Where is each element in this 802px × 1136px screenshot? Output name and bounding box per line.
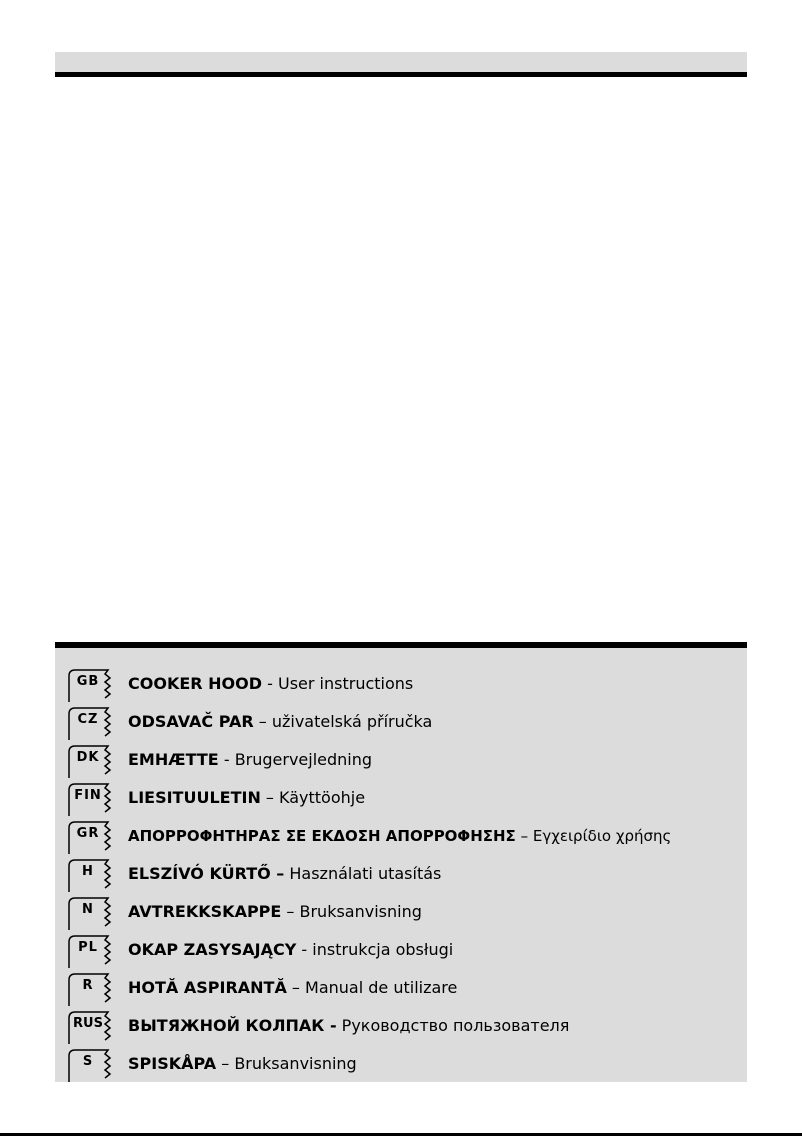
language-description: Manual de utilizare xyxy=(305,978,458,997)
language-code: H xyxy=(82,864,94,879)
language-description: Használati utasítás xyxy=(289,864,442,883)
language-code: S xyxy=(82,1054,94,1069)
language-tab-icon xyxy=(67,782,117,816)
language-description: User instructions xyxy=(278,674,414,693)
language-description: instrukcja obsługi xyxy=(312,940,454,959)
language-item xyxy=(67,1048,747,1082)
language-code: GB xyxy=(76,674,100,689)
language-code: CZ xyxy=(77,712,99,727)
language-tab-icon xyxy=(67,1048,117,1082)
language-title: SPISKÅPA xyxy=(128,1054,217,1073)
language-entry xyxy=(128,978,457,998)
language-separator: – xyxy=(260,788,280,807)
language-entry xyxy=(128,750,372,770)
language-entry xyxy=(128,940,453,960)
language-title: EMHÆTTE xyxy=(128,750,219,769)
language-item xyxy=(67,668,747,702)
language-title: ВЫТЯЖНОЙ КОЛПАК - xyxy=(128,1016,337,1035)
language-tab-icon xyxy=(67,934,117,968)
language-description: Brugervejledning xyxy=(234,750,373,769)
language-tab-icon xyxy=(67,668,117,702)
language-tab-icon xyxy=(67,820,117,854)
language-separator: – xyxy=(253,712,272,731)
language-entry xyxy=(128,788,365,808)
language-code: RUS xyxy=(73,1016,103,1031)
language-separator: – xyxy=(286,978,306,997)
language-separator: – xyxy=(281,902,300,921)
language-item xyxy=(67,858,747,892)
language-separator: – xyxy=(216,1054,235,1073)
language-title: ELSZÍVÓ KÜRTŐ – xyxy=(128,864,285,883)
language-entry xyxy=(128,864,441,884)
language-item xyxy=(67,1010,747,1044)
language-list xyxy=(55,642,747,1082)
language-description: Εγχειρίδιο χρήσης xyxy=(532,827,672,845)
language-description: uživatelská příručka xyxy=(271,712,433,731)
language-title: ΑΠΟΡΡΟΦΗΤΗΡΑΣ ΣΕ ΕΚΔΟΣΗ ΑΠΟΡΡΟΦΗΣΗΣ xyxy=(128,827,516,845)
language-title: LIESITUULETIN xyxy=(128,788,261,807)
language-item xyxy=(67,782,747,816)
language-code: FIN xyxy=(74,788,102,803)
language-item xyxy=(67,972,747,1006)
language-entry xyxy=(128,712,432,732)
language-entry xyxy=(128,902,422,922)
language-description: Bruksanvisning xyxy=(299,902,422,921)
language-code: N xyxy=(82,902,94,917)
language-tab-icon xyxy=(67,858,117,892)
language-tab-icon xyxy=(67,896,117,930)
language-item xyxy=(67,896,747,930)
language-tab-icon xyxy=(67,706,117,740)
language-title: AVTREKKSKAPPE xyxy=(128,902,282,921)
language-separator: – xyxy=(515,827,533,845)
language-description: Руководство пользователя xyxy=(341,1016,570,1035)
language-code: GR xyxy=(76,826,100,841)
language-item xyxy=(67,706,747,740)
language-tab-icon xyxy=(67,744,117,778)
language-title: COOKER HOOD xyxy=(128,674,263,693)
language-title: OKAP ZASYSAJĄCY xyxy=(128,940,297,959)
language-title: ODSAVAČ PAR xyxy=(128,712,254,731)
header-rule xyxy=(55,72,747,77)
language-tab-icon xyxy=(67,1010,117,1044)
language-entry xyxy=(128,674,413,694)
language-tab-icon xyxy=(67,972,117,1006)
language-item xyxy=(67,820,747,854)
language-title: HOTĂ ASPIRANTĂ xyxy=(128,978,287,997)
language-code: DK xyxy=(76,750,100,765)
language-entry xyxy=(128,1054,357,1074)
language-entry xyxy=(128,826,671,846)
language-description: Käyttöohje xyxy=(279,788,366,807)
language-code: R xyxy=(82,978,94,993)
language-separator: - xyxy=(262,674,278,693)
language-separator: - xyxy=(296,940,313,959)
language-item xyxy=(67,744,747,778)
language-entry xyxy=(128,1016,569,1036)
language-description: Bruksanvisning xyxy=(234,1054,357,1073)
language-code: PL xyxy=(78,940,98,955)
language-separator: - xyxy=(218,750,235,769)
language-item xyxy=(67,934,747,968)
header-band xyxy=(55,52,747,72)
